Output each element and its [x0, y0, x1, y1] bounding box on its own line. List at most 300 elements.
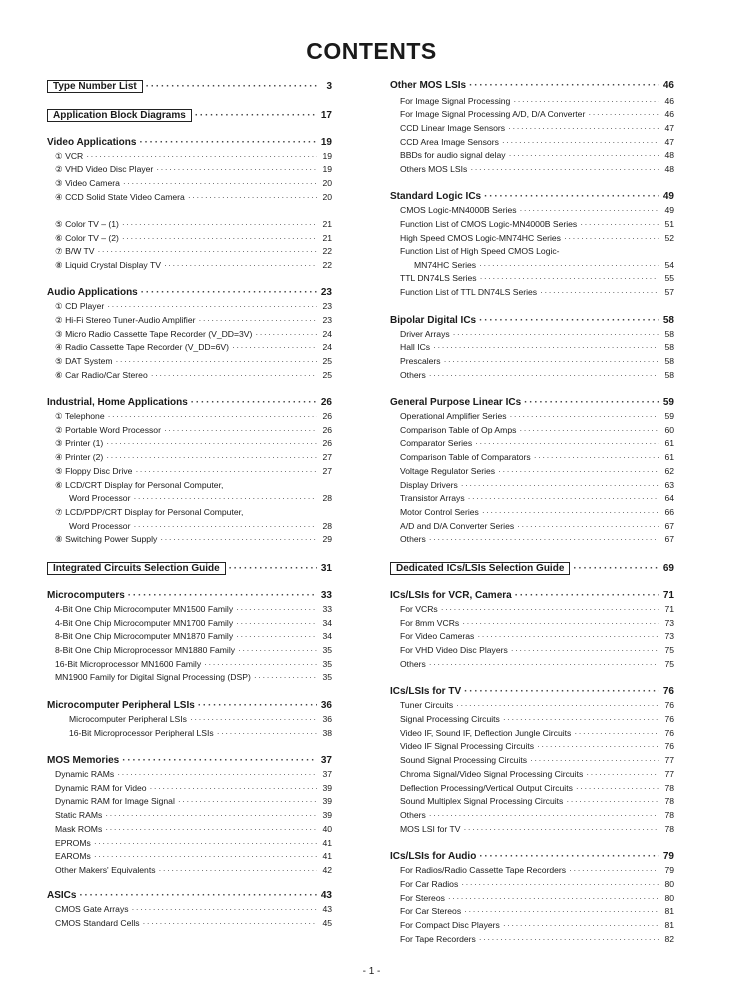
toc-entry-title: CMOS Gate Arrays — [55, 904, 129, 914]
dot-leader — [475, 438, 659, 449]
dot-leader — [462, 618, 659, 629]
dot-leader — [190, 714, 317, 725]
toc-entry — [390, 728, 674, 739]
dot-leader — [444, 356, 659, 367]
toc-entry — [47, 631, 332, 642]
toc-entry — [47, 672, 332, 683]
toc-entry — [390, 233, 674, 244]
toc-entry — [390, 934, 674, 945]
toc-entry-title: A/D and D/A Converter Series — [400, 521, 515, 531]
toc-entry-page: 52 — [664, 233, 674, 243]
toc-entry-page: 64 — [664, 493, 674, 503]
dot-leader — [188, 192, 317, 203]
toc-entry — [47, 151, 332, 162]
toc-entry-title: For Car Radios — [400, 879, 459, 889]
dot-leader — [164, 425, 317, 436]
toc-entry-page: 24 — [322, 329, 332, 339]
toc-entry — [390, 342, 674, 353]
toc-entry-title: Signal Processing Circuits — [400, 714, 500, 724]
toc-entry — [47, 824, 332, 835]
toc-entry — [47, 164, 332, 175]
toc-entry-title: Operational Amplifier Series — [400, 411, 507, 421]
toc-entry-title: MN74HC Series — [414, 260, 477, 270]
toc-entry — [47, 315, 332, 326]
toc-entry-title: ③ Video Camera — [55, 178, 120, 188]
toc-entry — [390, 452, 674, 463]
toc-entry-page: 77 — [664, 769, 674, 779]
toc-entry — [47, 534, 332, 545]
toc-entry — [390, 755, 674, 766]
toc-entry-page: 78 — [664, 810, 674, 820]
toc-entry-page: 20 — [322, 192, 332, 202]
toc-section-heading — [47, 700, 332, 711]
toc-entry — [390, 164, 674, 175]
toc-entry — [390, 137, 674, 148]
toc-entry-page: 67 — [664, 521, 674, 531]
toc-entry — [390, 920, 674, 931]
dot-leader — [503, 714, 659, 725]
toc-entry-title: For Car Stereos — [400, 906, 462, 916]
toc-entry-page: 76 — [664, 714, 674, 724]
toc-entry-title: ④ CCD Solid State Video Camera — [55, 192, 185, 202]
toc-entry — [47, 728, 332, 739]
dot-leader — [143, 918, 317, 929]
toc-entry-page: 58 — [664, 342, 674, 352]
toc-entry-title: ① Telephone — [55, 411, 105, 421]
toc-entry-page: 22 — [322, 260, 332, 270]
toc-entry — [390, 411, 674, 422]
toc-entry-page: 45 — [322, 918, 332, 928]
toc-entry-page: 25 — [322, 370, 332, 380]
dot-leader — [502, 137, 659, 148]
toc-entry — [390, 783, 674, 794]
toc-entry-title: Static RAMs — [55, 810, 103, 820]
toc-entry-title: ⑤ Floppy Disc Drive — [55, 466, 133, 476]
toc-entry-page: 51 — [664, 219, 674, 229]
toc-entry-page: 58 — [664, 329, 674, 339]
dot-leader — [524, 397, 659, 408]
toc-entry — [390, 700, 674, 711]
dot-leader — [105, 810, 317, 821]
toc-entry-page: 26 — [320, 397, 332, 408]
toc-entry-title: Others — [400, 659, 426, 669]
toc-entry-page: 28 — [322, 521, 332, 531]
dot-leader — [255, 329, 317, 340]
toc-entry-title: For Image Signal Processing — [400, 96, 511, 106]
toc-entry-title: For Video Cameras — [400, 631, 475, 641]
toc-entry-title: CMOS Logic-MN4000B Series — [400, 205, 517, 215]
dot-leader — [468, 493, 659, 504]
toc-entry-page: 61 — [664, 452, 674, 462]
toc-entry-page: 78 — [664, 783, 674, 793]
toc-entry-title: Dynamic RAM for Image Signal — [55, 796, 175, 806]
toc-entry-title: ICs/LSIs for VCR, Camera — [390, 590, 512, 601]
toc-entry — [47, 796, 332, 807]
dot-leader — [453, 329, 659, 340]
dot-leader — [479, 315, 659, 326]
toc-entry-page: 71 — [662, 590, 674, 601]
toc-entry — [47, 493, 332, 504]
toc-section-heading — [390, 686, 674, 697]
dot-leader — [159, 865, 317, 876]
toc-entry-page: 80 — [664, 893, 674, 903]
toc-entry-page: 39 — [322, 810, 332, 820]
toc-entry-title: MOS Memories — [47, 755, 120, 766]
toc-entry-title: Type Number List — [47, 80, 143, 93]
toc-entry-title: Integrated Circuits Selection Guide — [47, 562, 226, 575]
dot-leader — [510, 411, 659, 422]
toc-entry-page: 36 — [320, 700, 332, 711]
dot-leader — [508, 123, 659, 134]
toc-entry-page: 23 — [322, 301, 332, 311]
toc-entry-page: 75 — [664, 645, 674, 655]
toc-entry-title: Voltage Regulator Series — [400, 466, 496, 476]
toc-entry — [390, 865, 674, 876]
toc-entry-page: 79 — [664, 865, 674, 875]
toc-entry — [390, 810, 674, 821]
toc-entry-title: Dedicated ICs/LSIs Selection Guide — [390, 562, 570, 575]
dot-leader — [479, 260, 659, 271]
dot-leader — [86, 151, 317, 162]
toc-entry-page: 40 — [322, 824, 332, 834]
toc-entry-page: 47 — [664, 123, 674, 133]
toc-entry-title: EPROMs — [55, 838, 91, 848]
toc-entry-page: 27 — [322, 452, 332, 462]
toc-entry-page: 79 — [662, 851, 674, 862]
toc-entry-page: 42 — [322, 865, 332, 875]
toc-entry-title: For Radios/Radio Cassette Tape Recorders — [400, 865, 567, 875]
toc-entry-page: 76 — [662, 686, 674, 697]
toc-section-boxed — [47, 80, 332, 93]
dot-leader — [429, 659, 659, 670]
toc-entry — [390, 507, 674, 518]
dot-leader — [164, 260, 317, 271]
dot-leader — [586, 769, 659, 780]
dot-leader — [441, 604, 659, 615]
toc-entry-page: 33 — [322, 604, 332, 614]
toc-entry-title: For Tape Recorders — [400, 934, 476, 944]
dot-leader — [135, 466, 317, 477]
toc-entry-page: 76 — [664, 700, 674, 710]
toc-entry — [390, 219, 674, 230]
toc-entry-title: Word Processor — [69, 493, 131, 503]
dot-leader — [254, 672, 317, 683]
toc-entry-title: Tuner Circuits — [400, 700, 454, 710]
dot-leader — [429, 810, 659, 821]
toc-entry-title: Comparison Table of Op Amps — [400, 425, 517, 435]
toc-entry — [47, 466, 332, 477]
dot-leader — [464, 686, 659, 697]
toc-entry-page: 26 — [322, 425, 332, 435]
toc-entry — [47, 783, 332, 794]
toc-entry — [47, 438, 332, 449]
toc-entry — [47, 904, 332, 915]
toc-entry-page: 66 — [664, 507, 674, 517]
toc-entry-title: Dynamic RAM for Video — [55, 783, 147, 793]
toc-entry-title: For 8mm VCRs — [400, 618, 460, 628]
toc-entry — [390, 824, 674, 835]
toc-entry-title: Application Block Diagrams — [47, 109, 192, 122]
toc-entry — [390, 438, 674, 449]
toc-entry-page: 47 — [664, 137, 674, 147]
toc-entry-title: Dynamic RAMs — [55, 769, 115, 779]
toc-entry-page: 75 — [664, 659, 674, 669]
toc-entry-title: Microcomputer Peripheral LSIs — [69, 714, 187, 724]
toc-entry-title: For VCRs — [400, 604, 438, 614]
dot-leader — [519, 425, 659, 436]
toc-entry — [390, 287, 674, 298]
toc-section-boxed — [47, 109, 332, 122]
dot-leader — [429, 534, 659, 545]
dot-leader — [469, 80, 659, 91]
toc-entry — [47, 769, 332, 780]
toc-entry-title: 8-Bit One Chip Microcomputer MN1870 Family — [55, 631, 234, 641]
dot-leader — [195, 110, 317, 121]
toc-section-heading — [47, 890, 332, 901]
toc-entry-title: 16-Bit Microprocessor Peripheral LSIs — [69, 728, 214, 738]
toc-entry-title: CCD Linear Image Sensors — [400, 123, 506, 133]
toc-entry-title: ⑤ DAT System — [55, 356, 113, 366]
toc-entry — [47, 865, 332, 876]
toc-entry — [47, 851, 332, 862]
toc-entry-page: 36 — [322, 714, 332, 724]
toc-entry-title: 16-Bit Microprocessor MN1600 Family — [55, 659, 202, 669]
toc-entry-title: Others MOS LSIs — [400, 164, 468, 174]
toc-entry-page: 71 — [664, 604, 674, 614]
toc-entry — [390, 659, 674, 670]
toc-entry-title: Video Applications — [47, 137, 137, 148]
toc-entry-page: 67 — [664, 534, 674, 544]
dot-leader — [122, 755, 317, 766]
toc-entry-title: Function List of High Speed CMOS Logic- — [400, 246, 560, 256]
toc-entry-page: 73 — [664, 618, 674, 628]
toc-entry — [390, 879, 674, 890]
toc-entry-title: ⑦ B/W TV — [55, 246, 95, 256]
page-number: - 1 - — [362, 966, 381, 977]
toc-entry-page: 41 — [322, 851, 332, 861]
toc-section-boxed — [47, 562, 332, 575]
toc-entry — [390, 714, 674, 725]
toc-entry — [390, 618, 674, 629]
toc-entry — [47, 356, 332, 367]
dot-leader — [178, 796, 317, 807]
toc-section-heading — [390, 315, 674, 326]
toc-entry-page: 17 — [320, 110, 332, 121]
toc-entry-title: Chroma Signal/Video Signal Processing Circuits — [400, 769, 584, 779]
dot-leader — [464, 824, 660, 835]
toc-entry — [47, 233, 332, 244]
dot-leader — [470, 164, 659, 175]
toc-entry-page: 19 — [322, 164, 332, 174]
toc-entry-page: 20 — [322, 178, 332, 188]
toc-entry-title: ③ Micro Radio Cassette Tape Recorder (V_DD=3V) — [55, 329, 253, 339]
dot-leader — [217, 728, 317, 739]
dot-leader — [106, 438, 317, 449]
dot-leader — [498, 466, 659, 477]
toc-entry-page: 39 — [322, 796, 332, 806]
toc-section-heading — [47, 590, 332, 601]
dot-leader — [160, 534, 317, 545]
dot-leader — [534, 452, 659, 463]
toc-entry-title: Others — [400, 810, 426, 820]
toc-entry — [47, 645, 332, 656]
toc-entry-title: Audio Applications — [47, 287, 138, 298]
toc-entry-page: 39 — [322, 783, 332, 793]
toc-entry-page: 48 — [664, 164, 674, 174]
toc-entry-title: ASICs — [47, 890, 77, 901]
toc-entry-page: 43 — [322, 904, 332, 914]
dot-leader — [530, 755, 659, 766]
toc-entry-title: Microcomputer Peripheral LSIs — [47, 700, 195, 711]
toc-entry — [47, 618, 332, 629]
toc-entry-title: For Image Signal Processing A/D, D/A Converter — [400, 109, 586, 119]
toc-entry-page: 26 — [322, 438, 332, 448]
toc-entry — [47, 507, 332, 518]
dot-leader — [588, 109, 659, 120]
toc-entry-title: Other MOS LSIs — [390, 80, 467, 91]
toc-entry — [390, 604, 674, 615]
toc-entry — [390, 150, 674, 161]
toc-entry-title: General Purpose Linear ICs — [390, 397, 522, 408]
toc-entry-page: 78 — [664, 824, 674, 834]
toc-entry-title: Industrial, Home Applications — [47, 397, 188, 408]
toc-entry — [47, 411, 332, 422]
dot-leader — [461, 480, 659, 491]
dot-leader — [156, 164, 317, 175]
toc-entry-title: ICs/LSIs for Audio — [390, 851, 477, 862]
dot-leader — [564, 233, 659, 244]
dot-leader — [477, 631, 659, 642]
toc-entry-title: For Compact Disc Players — [400, 920, 500, 930]
toc-entry-page: 25 — [322, 356, 332, 366]
toc-entry-page: 76 — [664, 728, 674, 738]
toc-entry-page: 63 — [664, 480, 674, 490]
toc-section-heading — [390, 80, 674, 91]
toc-entry-title: ① CD Player — [55, 301, 105, 311]
toc-entry-title: Comparator Series — [400, 438, 473, 448]
toc-entry-page: 80 — [664, 879, 674, 889]
toc-entry — [47, 370, 332, 381]
toc-entry — [47, 178, 332, 189]
dot-leader — [484, 191, 659, 202]
dot-leader — [569, 865, 659, 876]
toc-entry — [47, 521, 332, 532]
toc-entry — [47, 301, 332, 312]
dot-leader — [229, 563, 317, 574]
toc-entry-page: 35 — [322, 659, 332, 669]
toc-section-heading — [47, 755, 332, 766]
toc-entry-page: 58 — [662, 315, 674, 326]
dot-leader — [520, 205, 659, 216]
toc-section-heading — [390, 397, 674, 408]
toc-entry-page: 57 — [664, 287, 674, 297]
toc-entry — [47, 604, 332, 615]
toc-entry — [390, 205, 674, 216]
toc-entry-title: ⑥ LCD/CRT Display for Personal Computer, — [55, 480, 224, 490]
toc-entry-title: TTL DN74LS Series — [400, 273, 477, 283]
toc-entry — [390, 534, 674, 545]
toc-entry — [390, 769, 674, 780]
dot-leader — [133, 493, 317, 504]
toc-entry-page: 19 — [322, 151, 332, 161]
toc-entry-page: 33 — [320, 590, 332, 601]
toc-entry-page: 35 — [322, 645, 332, 655]
toc-entry-title: ③ Printer (1) — [55, 438, 104, 448]
toc-entry-page: 26 — [322, 411, 332, 421]
toc-entry-title: Others — [400, 370, 426, 380]
dot-leader — [79, 890, 317, 901]
toc-entry-title: Display Drivers — [400, 480, 458, 490]
toc-entry-title: EAROMs — [55, 851, 91, 861]
toc-entry-title: High Speed CMOS Logic-MN74HC Series — [400, 233, 561, 243]
toc-entry-page: 37 — [320, 755, 332, 766]
dot-leader — [139, 137, 317, 148]
dot-leader — [537, 741, 659, 752]
dot-leader — [128, 590, 317, 601]
dot-leader — [517, 521, 659, 532]
toc-section-heading — [390, 851, 674, 862]
toc-entry-page: 35 — [322, 672, 332, 682]
toc-entry — [390, 329, 674, 340]
toc-entry — [390, 631, 674, 642]
toc-entry-title: ④ Printer (2) — [55, 452, 104, 462]
toc-entry-page: 34 — [322, 618, 332, 628]
toc-entry-title: MN1900 Family for Digital Signal Processing (DSP) — [55, 672, 251, 682]
toc-entry-title: Hall ICs — [400, 342, 431, 352]
toc-entry — [390, 356, 674, 367]
toc-entry-title: Function List of TTL DN74LS Series — [400, 287, 538, 297]
toc-entry-page: 55 — [664, 273, 674, 283]
toc-entry-page: 82 — [664, 934, 674, 944]
toc-entry-title: Prescalers — [400, 356, 441, 366]
toc-entry-title: CCD Area Image Sensors — [400, 137, 499, 147]
toc-entry-page: 48 — [664, 150, 674, 160]
toc-entry-page: 73 — [664, 631, 674, 641]
toc-entry — [390, 493, 674, 504]
toc-entry-page: 46 — [664, 96, 674, 106]
toc-entry-page: 60 — [664, 425, 674, 435]
dot-leader — [540, 287, 659, 298]
toc-entry — [47, 329, 332, 340]
toc-entry-page: 58 — [664, 356, 674, 366]
dot-leader — [94, 838, 317, 849]
toc-entry — [47, 810, 332, 821]
toc-entry-title: Video IF Signal Processing Circuits — [400, 741, 535, 751]
toc-entry-title: Driver Arrays — [400, 329, 450, 339]
toc-entry-page: 38 — [322, 728, 332, 738]
dot-leader — [509, 150, 659, 161]
toc-entry-page: 78 — [664, 796, 674, 806]
toc-entry-page: 27 — [322, 466, 332, 476]
dot-leader — [448, 893, 659, 904]
toc-entry — [390, 893, 674, 904]
dot-leader — [122, 219, 317, 230]
toc-entry-page: 21 — [322, 233, 332, 243]
toc-entry-page: 34 — [322, 631, 332, 641]
toc-entry-page: 59 — [662, 397, 674, 408]
toc-entry-title: Other Makers' Equivalents — [55, 865, 156, 875]
toc-entry-title: BBDs for audio signal delay — [400, 150, 506, 160]
toc-entry-title: Function List of CMOS Logic-MN4000B Series — [400, 219, 578, 229]
toc-entry-page: 21 — [322, 219, 332, 229]
toc-entry-page: 46 — [664, 109, 674, 119]
dot-leader — [94, 851, 317, 862]
dot-leader — [461, 879, 659, 890]
toc-entry-title: ⑤ Color TV – (1) — [55, 219, 119, 229]
dot-leader — [236, 631, 317, 642]
dot-leader — [198, 700, 317, 711]
toc-entry-page: 69 — [662, 563, 674, 574]
